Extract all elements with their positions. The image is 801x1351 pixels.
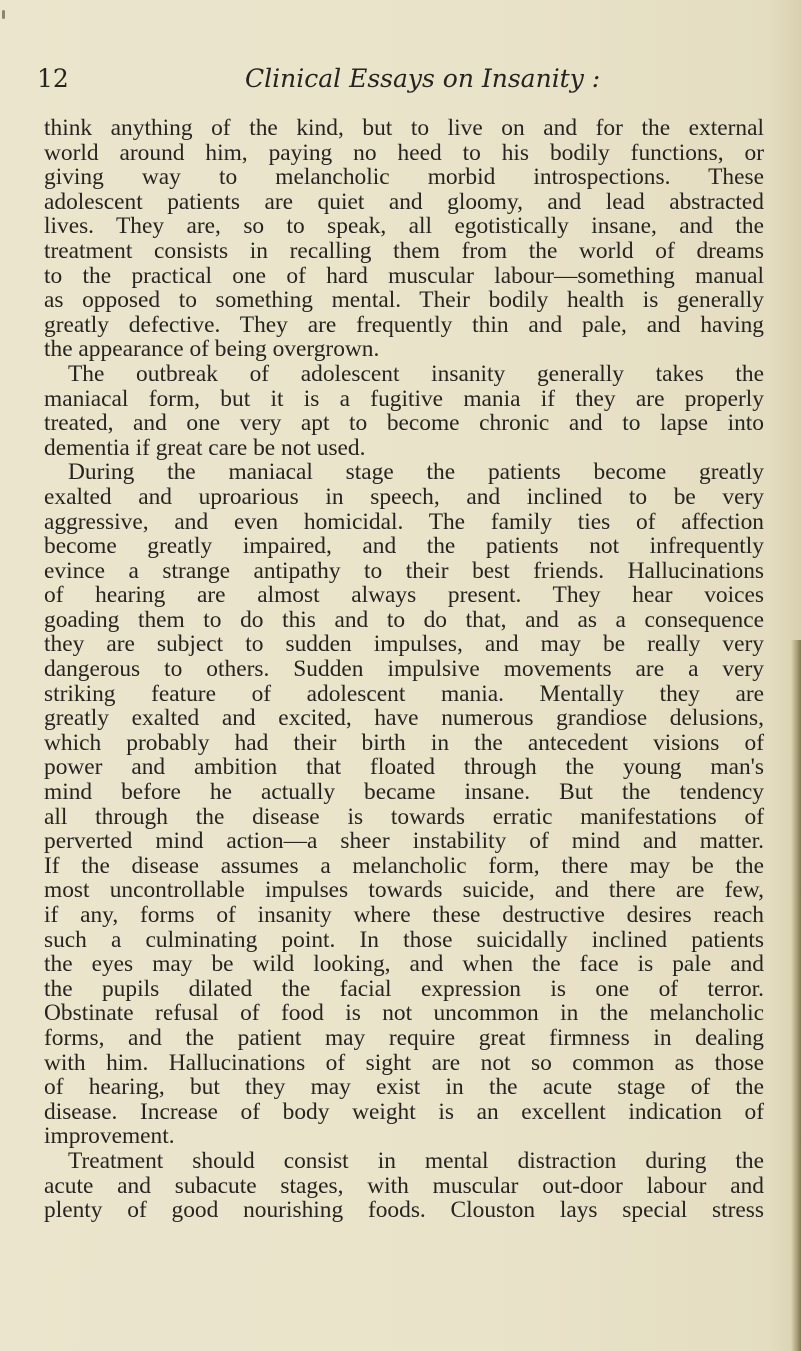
text-line: world around him, paying no heed to his bodily functions, or	[44, 139, 764, 166]
text-line: as opposed to something mental. Their bodily health is generally	[44, 287, 764, 314]
text-line: improvement.	[44, 1123, 175, 1150]
text-line: become greatly impaired, and the patients not infrequently	[44, 533, 764, 560]
scan-mark	[2, 10, 5, 19]
text-line: of hearing are almost always present. They hear voices	[44, 582, 764, 609]
text-line: plenty of good nourishing foods. Clouston lays special stress	[44, 1197, 764, 1224]
text-line: disease. Increase of body weight is an excellent indication of	[44, 1098, 764, 1125]
page-number: 12	[37, 64, 69, 93]
paragraph	[44, 1149, 764, 1223]
paragraph	[44, 116, 764, 362]
running-head: Clinical Essays on Insanity :	[245, 64, 601, 93]
text-line: Treatment should consist in mental distraction during the	[68, 1147, 764, 1174]
text-line: to the practical one of hard muscular labour—something manual	[44, 262, 764, 289]
text-line: perverted mind action—a sheer instability of mind and matter.	[44, 828, 764, 855]
text-line: the pupils dilated the facial expression is one of terror.	[44, 975, 764, 1002]
text-line: forms, and the patient may require great firmness in dealing	[44, 1024, 764, 1051]
text-line: treated, and one very apt to become chronic and to lapse into	[44, 410, 764, 437]
text-line: such a culminating point. In those suicidally inclined patients	[44, 926, 764, 953]
text-line: lives. They are, so to speak, all egotistically insane, and the	[44, 213, 764, 240]
text-line: dementia if great care be not used.	[44, 434, 366, 461]
paragraph	[44, 362, 764, 460]
text-line: exalted and uproarious in speech, and inclined to be very	[44, 483, 764, 510]
text-line: if any, forms of insanity where these destructive desires reach	[44, 902, 764, 928]
text-line: aggressive, and even homicidal. The family ties of affection	[44, 508, 764, 535]
text-line: the appearance of being overgrown.	[44, 336, 380, 363]
text-line: most uncontrollable impulses towards suicide, and there are few,	[44, 877, 764, 904]
text-line: greatly exalted and excited, have numerous grandiose delusions,	[44, 705, 764, 732]
text-line: maniacal form, but it is a fugitive mania if they are properly	[44, 385, 764, 412]
text-line: the eyes may be wild looking, and when the face is pale and	[44, 951, 764, 978]
text-line: dangerous to others. Sudden impulsive movements are a very	[44, 656, 764, 683]
text-line: greatly defective. They are frequently thin and pale, and having	[44, 311, 764, 338]
text-line: which probably had their birth in the antecedent visions of	[44, 729, 764, 756]
text-line: The outbreak of adolescent insanity generally takes the	[68, 360, 764, 387]
text-line: striking feature of adolescent mania. Mentally they are	[44, 680, 764, 707]
text-line: they are subject to sudden impulses, and may be really very	[44, 631, 764, 658]
text-line: giving way to melancholic morbid introspections. These	[44, 164, 764, 191]
text-line: all through the disease is towards erratic manifestations of	[44, 803, 764, 830]
text-line: treatment consists in recalling them from the world of dreams	[44, 237, 764, 264]
text-line: adolescent patients are quiet and gloomy, and lead abstracted	[44, 188, 764, 215]
text-line: If the disease assumes a melancholic form, there may be the	[44, 852, 764, 879]
text-line: evince a strange antipathy to their best friends. Hallucinations	[44, 557, 764, 584]
text-line: with him. Hallucinations of sight are not so common as those	[44, 1049, 764, 1076]
body-text	[44, 116, 764, 1223]
text-line: Obstinate refusal of food is not uncommon in the melancholic	[44, 1000, 764, 1027]
text-line: goading them to do this and to do that, and as a consequence	[44, 606, 764, 633]
text-line: power and ambition that floated through the young man's	[44, 754, 764, 781]
text-line: acute and subacute stages, with muscular out-door labour and	[44, 1172, 764, 1199]
text-line: of hearing, but they may exist in the acute stage of the	[44, 1074, 764, 1101]
text-line: think anything of the kind, but to live on and for the external	[44, 115, 764, 141]
text-line: mind before he actually became insane. But the tendency	[44, 779, 764, 806]
text-line: During the maniacal stage the patients become greatly	[68, 459, 764, 486]
paragraph	[44, 460, 764, 1149]
page-edge-shadow	[791, 640, 801, 1351]
page-header	[0, 60, 801, 100]
